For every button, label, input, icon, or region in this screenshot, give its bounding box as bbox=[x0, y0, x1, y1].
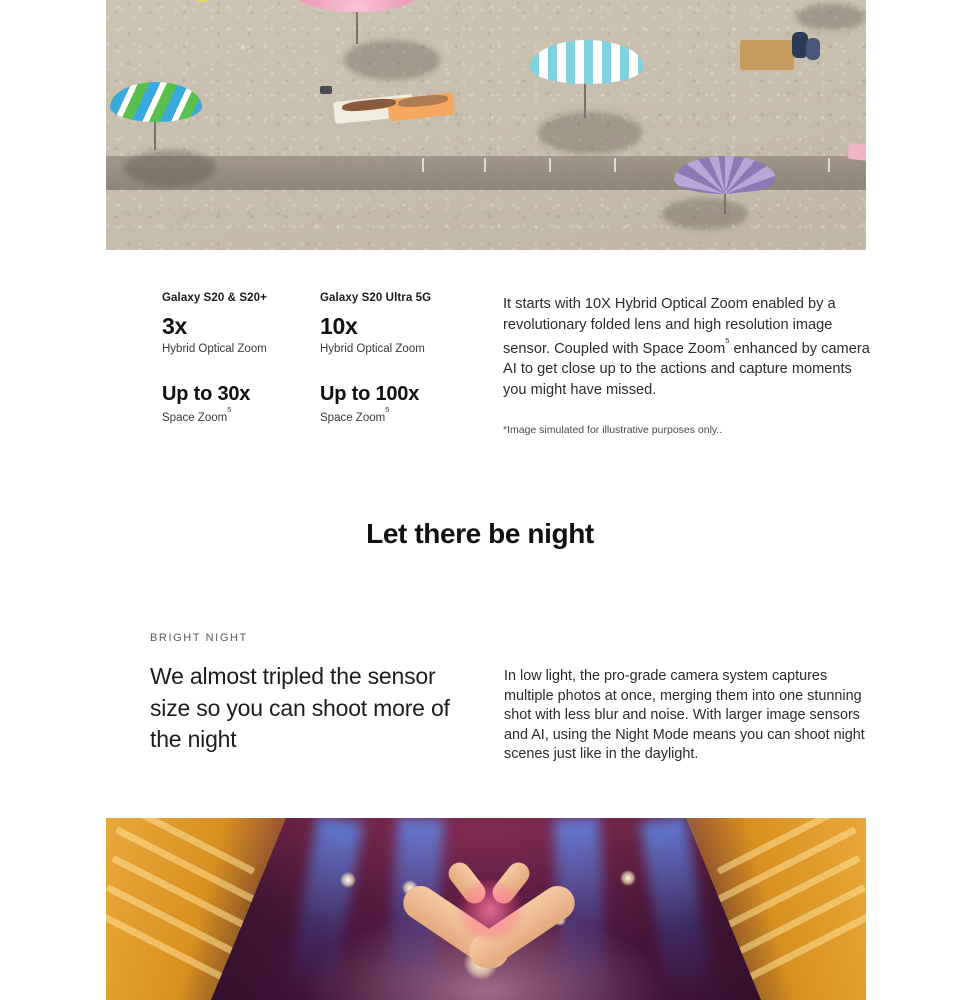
spec-optical-value: 10x bbox=[320, 313, 358, 339]
bright-night-eyebrow: BRIGHT NIGHT bbox=[150, 632, 248, 644]
umbrella-shadow bbox=[344, 40, 440, 80]
spec-space-value: Up to 100x bbox=[320, 383, 420, 405]
spec-space-footnote: 5 bbox=[385, 405, 390, 415]
zoom-body-footnote: 5 bbox=[725, 336, 730, 346]
bright-night-heading: We almost tripled the sensor size so you can shoot more of the night bbox=[150, 663, 450, 752]
zoom-copy-block bbox=[503, 294, 871, 436]
beach-hero-image bbox=[106, 0, 866, 250]
spec-optical-label: Hybrid Optical Zoom bbox=[162, 343, 267, 355]
umbrella-shadow bbox=[662, 198, 748, 230]
umbrella-pole bbox=[154, 118, 156, 150]
bright-night-body: In low light, the pro-grade camera system captures multiple photos at once, merging them into one stunning shot with less blur and noise. With larger image sensors and AI, using the Night Mode means you can shoot night scenes just like in the daylight. bbox=[504, 668, 865, 763]
zoom-body-part1: It starts with 10X Hybrid Optical Zoom enabled by a revolutionary folded lens and high resolution image sensor. Coupled with Space Zoom bbox=[503, 296, 836, 357]
zoom-body-text bbox=[503, 294, 871, 400]
spec-space-label bbox=[320, 405, 485, 424]
spec-column-s20 bbox=[162, 292, 312, 424]
spec-optical-label: Hybrid Optical Zoom bbox=[320, 343, 425, 355]
sand-background bbox=[106, 0, 866, 250]
beach-mat bbox=[740, 40, 794, 70]
umbrella-pole bbox=[584, 78, 586, 118]
spotlight bbox=[620, 870, 636, 886]
beach-bag bbox=[320, 86, 332, 94]
spec-space-label-text: Space Zoom bbox=[162, 411, 228, 424]
spec-space-footnote: 5 bbox=[227, 405, 232, 415]
spec-model-name: Galaxy S20 & S20+ bbox=[162, 292, 267, 304]
heart-glow bbox=[455, 880, 525, 940]
night-section-title: Let there be night bbox=[366, 518, 594, 549]
spec-model-name: Galaxy S20 Ultra 5G bbox=[320, 292, 432, 304]
umbrella-shadow bbox=[796, 4, 866, 30]
spec-optical-value: 3x bbox=[162, 313, 187, 339]
spec-space-label-text: Space Zoom bbox=[320, 411, 386, 424]
umbrella-shadow bbox=[124, 150, 216, 186]
zoom-disclaimer: *Image simulated for illustrative purposes only.. bbox=[503, 424, 723, 437]
spec-column-s20-ultra bbox=[320, 292, 485, 424]
zoom-body-part2: enhanced by camera AI to get close up to the actions and capture moments you might have missed. bbox=[503, 340, 870, 398]
spec-space-value: Up to 30x bbox=[162, 383, 251, 405]
spec-space-label bbox=[162, 405, 312, 424]
spotlight bbox=[340, 872, 356, 888]
beachgoer bbox=[806, 38, 820, 60]
umbrella-shadow bbox=[538, 112, 642, 154]
